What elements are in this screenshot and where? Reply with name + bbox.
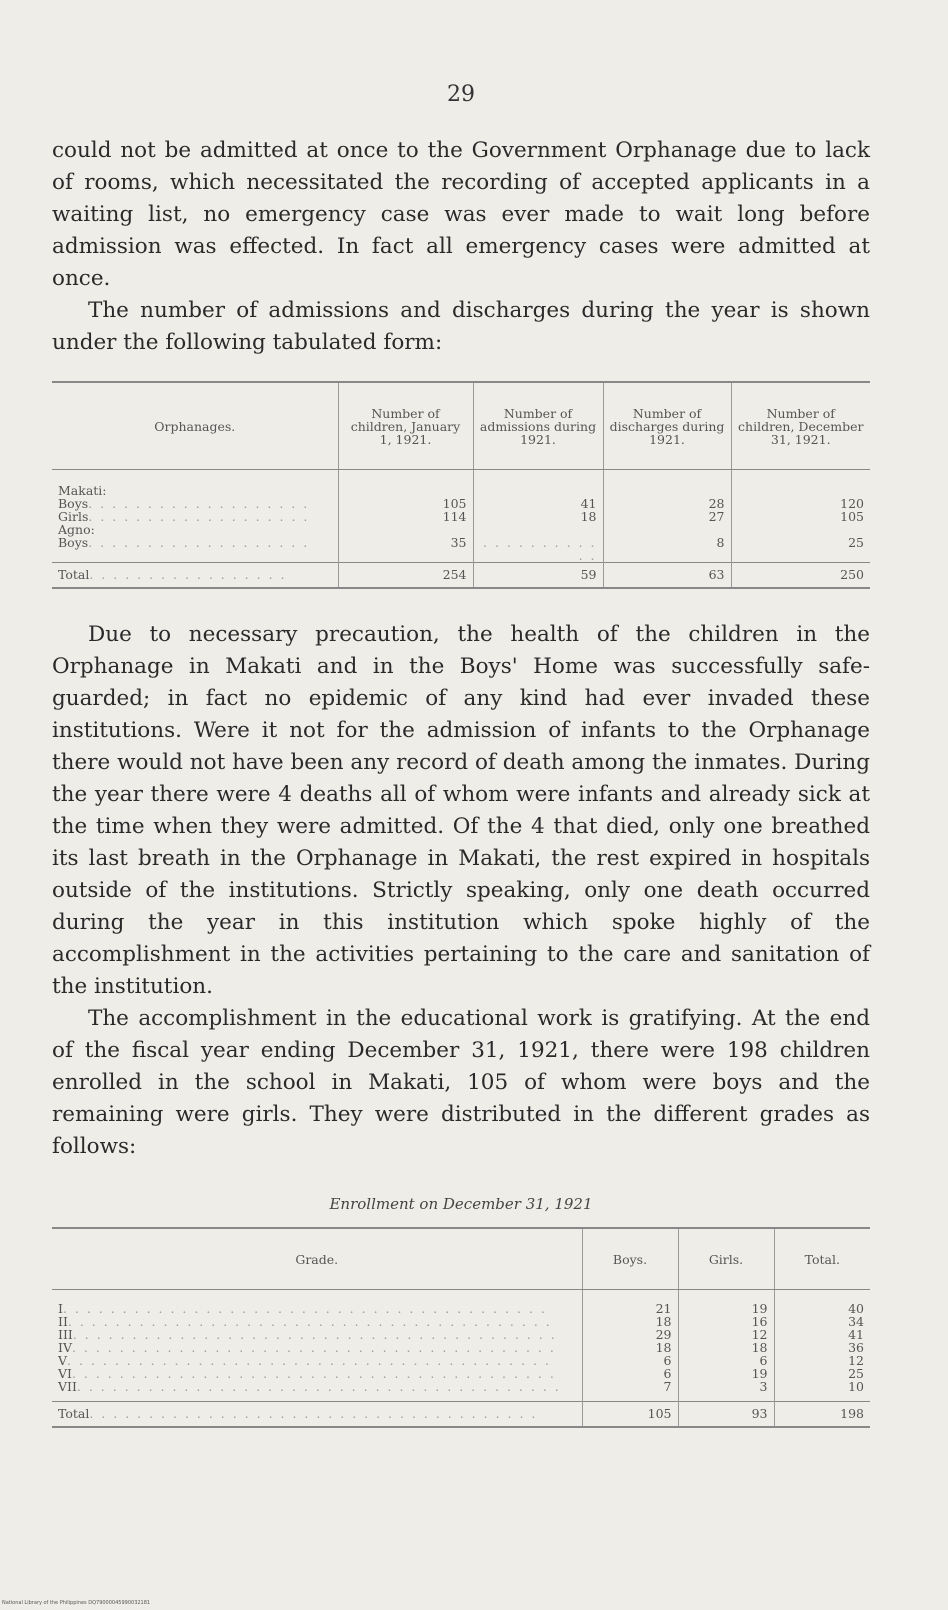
total-discharges: 63 (603, 563, 731, 589)
cell-total: 40 (774, 1290, 870, 1316)
cell-dec: 105 (731, 510, 870, 523)
cell-admissions: 18 (473, 510, 603, 523)
leader-dots: . . . . . . . . . . . . . . . . . . . . . . . . . . . . . . . . . . . . . . . . . (71, 1366, 556, 1381)
grade-label: VI (58, 1366, 72, 1381)
cell-total: 41 (774, 1328, 870, 1341)
enrollment-table (52, 1227, 870, 1428)
grade-label: IV (58, 1340, 72, 1355)
leader-dots: . . . . . . . . . . . . . . . . . . . . . . . . . . . . . . . . . . . . . . . . . (62, 1301, 547, 1316)
header-children-dec: Number of children, December 31, 1921. (731, 382, 870, 470)
total-jan: 254 (338, 563, 473, 589)
cell-total: 10 (774, 1380, 870, 1402)
cell-discharges: 28 (603, 497, 731, 510)
cell-total: 25 (774, 1367, 870, 1380)
header-admissions: Number of admissions during 1921. (473, 382, 603, 470)
cell-boys: 6 (582, 1354, 678, 1367)
table-header-row (52, 1228, 870, 1290)
enrollment-rows (52, 1290, 870, 1402)
row-label: Girls (58, 509, 89, 524)
header-grade: Grade. (52, 1228, 582, 1290)
total-dec: 250 (731, 563, 870, 589)
table-row (52, 1380, 870, 1402)
grade-label: II (58, 1314, 68, 1329)
grade-label: V (58, 1353, 68, 1368)
leader-dots: . . . . . . . . . . . . . . . . . . . (88, 509, 310, 524)
row-label: Boys (58, 535, 89, 550)
cell-boys: 29 (582, 1328, 678, 1341)
leader-dots: . . . . . . . . . . . . . . . . . . . (88, 535, 310, 550)
table-row (52, 1290, 870, 1316)
leader-dots: . . . . . . . . . . . . . . . . . . . . . . . . . . . . . . . . . . . . . . . . . (67, 1314, 552, 1329)
cell-boys: 7 (582, 1380, 678, 1402)
cell-discharges: 8 (603, 536, 731, 563)
admissions-discharges-table (52, 381, 870, 589)
cell-total: 34 (774, 1315, 870, 1328)
cell-admissions: 41 (473, 497, 603, 510)
total-label: Total (58, 567, 90, 582)
cell-girls: 19 (678, 1290, 774, 1316)
cell-dec: 25 (731, 536, 870, 563)
footer-credit: National Library of the Philippines DQ79000045990032181 (2, 1600, 151, 1606)
leader-dots: . . . . . . . . . . . . . . . . . . . . . . . . . . . . . . . . . . . . . . . . . (72, 1327, 557, 1342)
header-discharges: Number of discharges during 1921. (603, 382, 731, 470)
leader-dots: . . . . . . . . . . . . . . . . . . . . . . . . . . . . . . . . . . . . . . . . . (67, 1353, 551, 1368)
cell-girls: 12 (678, 1328, 774, 1341)
header-boys: Boys. (582, 1228, 678, 1290)
cell-jan: 114 (338, 510, 473, 523)
leader-dots: . . . . . . . . . . . . (483, 535, 597, 563)
cell-girls: 3 (678, 1380, 774, 1402)
total-girls: 93 (678, 1402, 774, 1428)
page-number: 29 (447, 82, 475, 107)
header-orphanages: Orphanages. (52, 382, 338, 470)
table-total-row (52, 1402, 870, 1428)
paragraph-continued: could not be admitted at once to the Government Orphanage due to lack of rooms, which necessitated the recording of accepted applicants in a waiting list, no emergency case was ever made to wait long before admission was effected. In fact all emergency cases were admitted at once. (52, 138, 870, 291)
cell-girls: 6 (678, 1354, 774, 1367)
cell-boys: 6 (582, 1367, 678, 1380)
cell-girls: 16 (678, 1315, 774, 1328)
cell-total: 36 (774, 1341, 870, 1354)
grade-label: VII (58, 1379, 77, 1394)
leader-dots: . . . . . . . . . . . . . . . . . (89, 567, 287, 582)
table-row (52, 536, 870, 563)
leader-dots: . . . . . . . . . . . . . . . . . . . (88, 496, 310, 511)
header-children-jan: Number of children, January 1, 1921. (338, 382, 473, 470)
cell-boys: 18 (582, 1341, 678, 1354)
cell-jan: 105 (338, 497, 473, 510)
paragraph-education: The accomplishment in the educational work is gratifying. At the end of the fiscal year ending December 31, 1921, there were 198 children enrolled in the school in Makati, 105 of whom were boys and the remaining were girls. They were distributed in the different grades as follows: (52, 1006, 870, 1159)
table-header-row (52, 382, 870, 470)
table-row (52, 470, 870, 498)
group-label-makati: Makati: (58, 483, 107, 498)
total-label: Total (58, 1406, 90, 1421)
total-total: 198 (774, 1402, 870, 1428)
header-total: Total. (774, 1228, 870, 1290)
cell-boys: 21 (582, 1290, 678, 1316)
total-admissions: 59 (473, 563, 603, 589)
grade-label: I (58, 1301, 63, 1316)
cell-girls: 18 (678, 1341, 774, 1354)
row-label: Boys (58, 496, 89, 511)
header-girls: Girls. (678, 1228, 774, 1290)
cell-admissions (473, 536, 603, 563)
cell-jan: 35 (338, 536, 473, 563)
cell-girls: 19 (678, 1367, 774, 1380)
leader-dots: . . . . . . . . . . . . . . . . . . . . . . . . . . . . . . . . . . . . . . . . . (71, 1340, 556, 1355)
table-row (52, 510, 870, 523)
paragraph-health: Due to necessary precaution, the health of the children in the Orphanage in Makati and in the Boys' Home was successfully safe-guarded; in fact no epidemic of any kind had ever invaded these institutions. Were it not for the admission of infants to the Orphanage there would not have been any record of death among the inmates. During the year there were 4 deaths all of whom were infants and already sick at the time when they were admitted. Of the 4 that died, only one breathed its last breath in the Orphanage in Makati, the rest expired in hospitals outside of the institutions. Strictly speaking, only one death occurred during the year in this institution which spoke highly of the accomplishment in the activities pertaining to the care and sanitation of the institution. (52, 622, 870, 999)
total-boys: 105 (582, 1402, 678, 1428)
cell-dec: 120 (731, 497, 870, 510)
grade-label: III (58, 1327, 73, 1342)
group-label-agno: Agno: (58, 522, 95, 537)
enrollment-table-caption: Enrollment on December 31, 1921 (329, 1195, 593, 1213)
document-page (52, 82, 870, 1428)
cell-discharges: 27 (603, 510, 731, 523)
cell-boys: 18 (582, 1315, 678, 1328)
cell-total: 12 (774, 1354, 870, 1367)
leader-dots: . . . . . . . . . . . . . . . . . . . . . . . . . . . . . . . . . . . . . . (89, 1406, 538, 1421)
table-total-row (52, 563, 870, 589)
leader-dots: . . . . . . . . . . . . . . . . . . . . . . . . . . . . . . . . . . . . . . . . . (76, 1379, 561, 1394)
paragraph-admissions-intro: The number of admissions and discharges during the year is shown under the following tabulated form: (52, 298, 870, 355)
